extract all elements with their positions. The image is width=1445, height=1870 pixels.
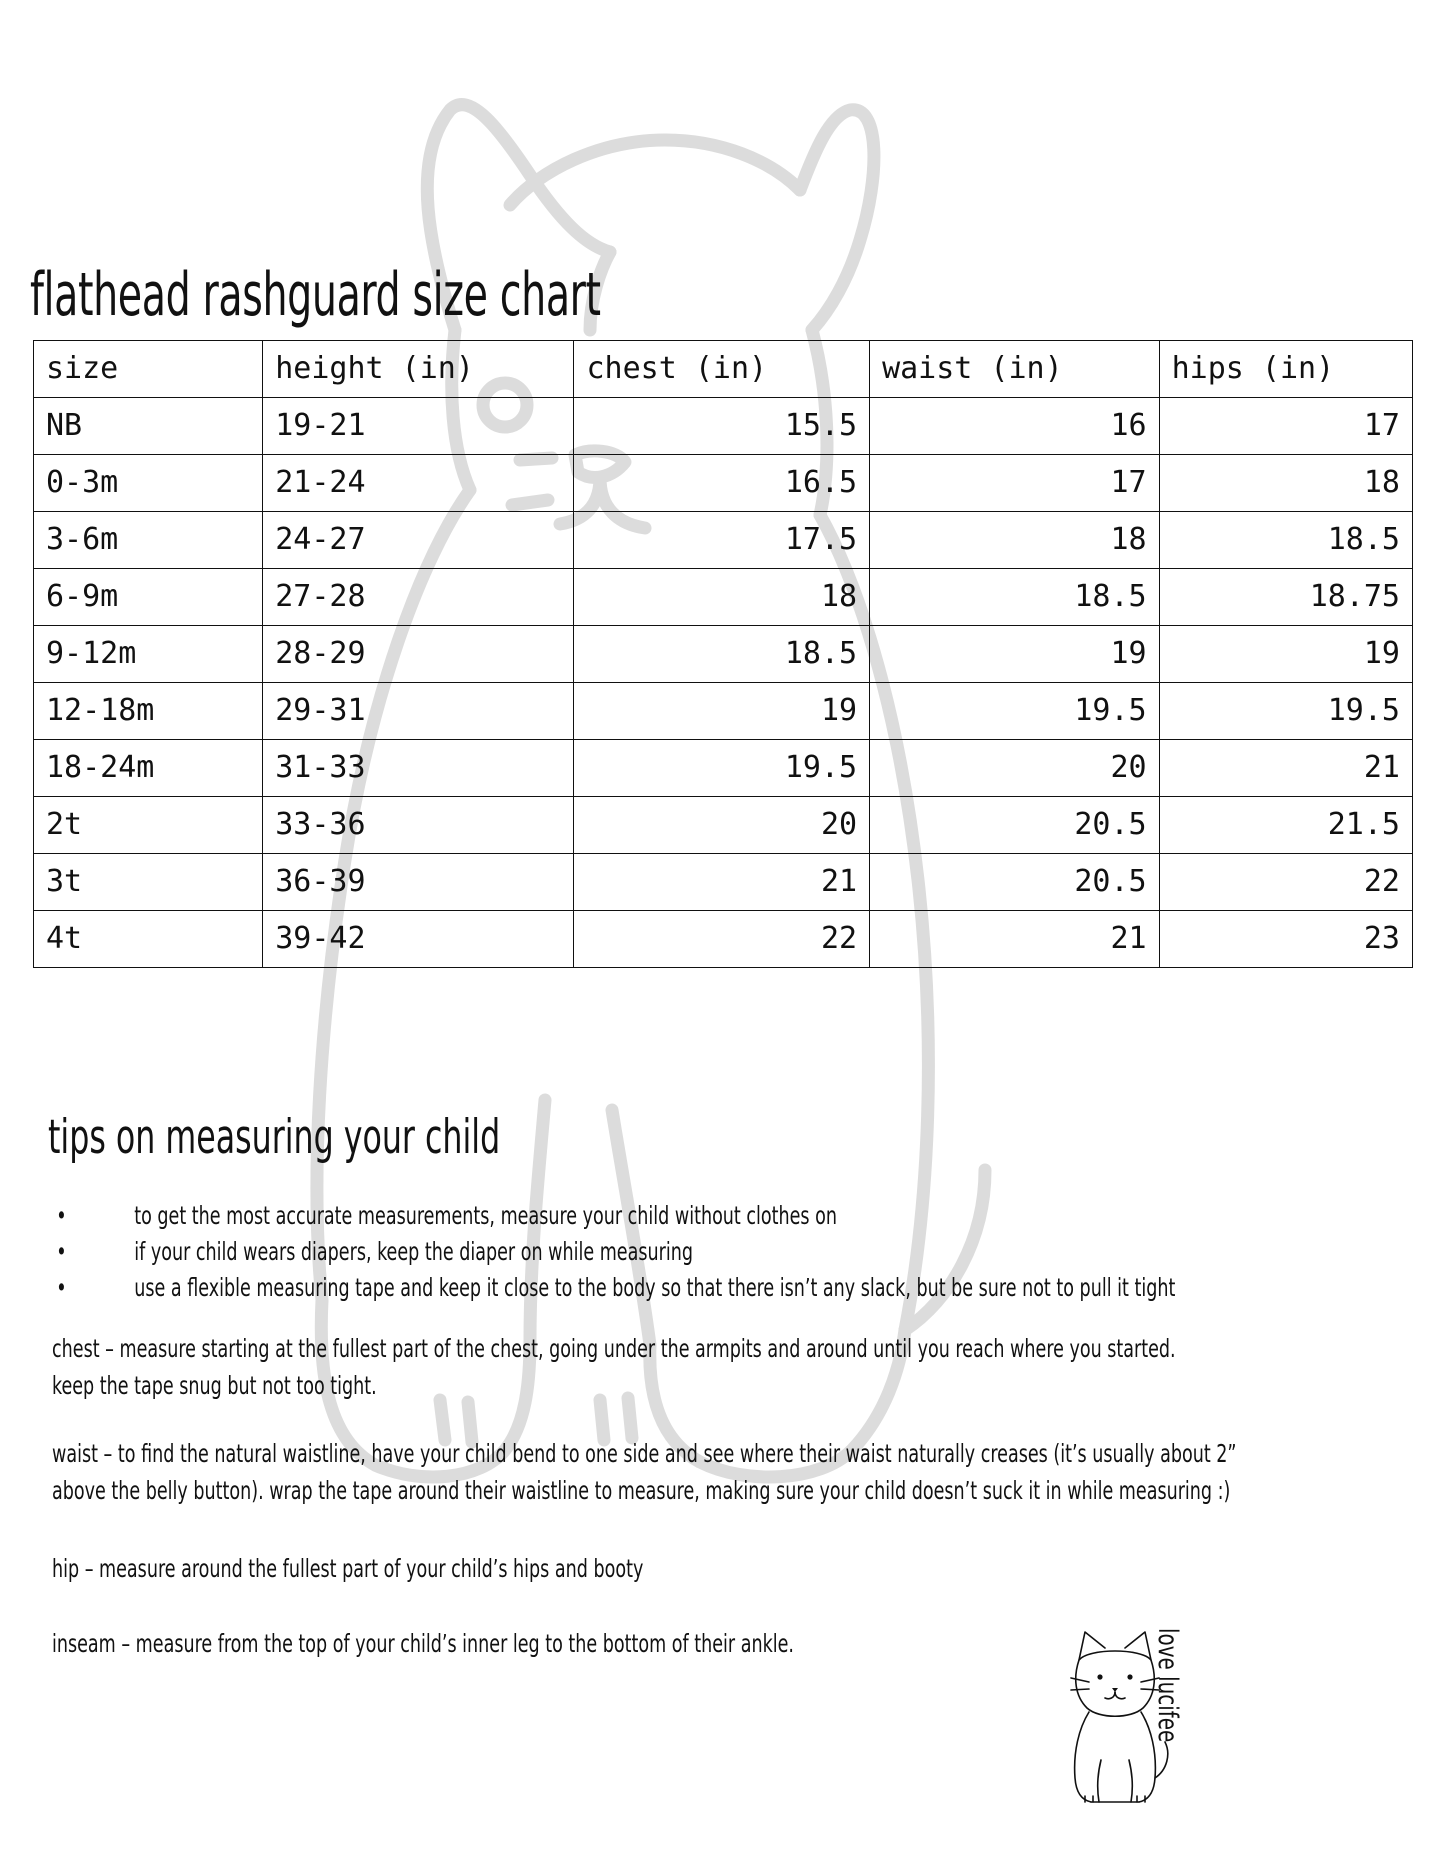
cell-height: 27-28 — [263, 569, 574, 626]
cell-size: 0-3m — [34, 455, 263, 512]
list-item — [50, 1234, 1376, 1270]
paragraph-hip — [52, 1550, 1401, 1587]
cell-height: 28-29 — [263, 626, 574, 683]
cell-height: 33-36 — [263, 797, 574, 854]
list-item — [50, 1270, 1376, 1306]
paragraph-line: keep the tape snug but not too tight. — [52, 1371, 377, 1400]
table-row — [34, 398, 1413, 455]
list-item — [50, 1198, 1376, 1234]
cell-chest: 22 — [574, 911, 870, 968]
table-row — [34, 683, 1413, 740]
table-row — [34, 854, 1413, 911]
cell-hips: 17 — [1159, 398, 1412, 455]
cell-hips: 21 — [1159, 740, 1412, 797]
cell-hips: 21.5 — [1159, 797, 1412, 854]
cell-size: 12-18m — [34, 683, 263, 740]
bullet-marker-icon: • — [56, 1201, 67, 1230]
table-row — [34, 512, 1413, 569]
cell-hips: 18 — [1159, 455, 1412, 512]
column-header-height: height (in) — [263, 341, 574, 398]
cell-hips: 19.5 — [1159, 683, 1412, 740]
paragraph-line: inseam – measure from the top of your child’s inner leg to the bottom of their ankle. — [52, 1629, 794, 1658]
cell-waist: 17 — [870, 455, 1160, 512]
cell-chest: 18 — [574, 569, 870, 626]
table-row — [34, 626, 1413, 683]
cell-waist: 20 — [870, 740, 1160, 797]
cell-size: 4t — [34, 911, 263, 968]
cell-size: 3t — [34, 854, 263, 911]
cell-chest: 19 — [574, 683, 870, 740]
cell-waist: 20.5 — [870, 854, 1160, 911]
cell-height: 19-21 — [263, 398, 574, 455]
list-item-label: to get the most accurate measurements, measure your child without clothes on — [134, 1201, 837, 1230]
list-item-label: use a flexible measuring tape and keep it close to the body so that there isn’t any slack, but be sure not to pull it tight — [134, 1273, 1176, 1302]
cell-chest: 16.5 — [574, 455, 870, 512]
paragraph-line: chest – measure starting at the fullest part of the chest, going under the armpits and around until you reach where you started. — [52, 1334, 1176, 1363]
cell-size: 6-9m — [34, 569, 263, 626]
column-header-hips: hips (in) — [1159, 341, 1412, 398]
cell-size: NB — [34, 398, 263, 455]
cell-waist: 19 — [870, 626, 1160, 683]
table-row — [34, 569, 1413, 626]
cell-size: 3-6m — [34, 512, 263, 569]
cell-waist: 19.5 — [870, 683, 1160, 740]
column-header-waist: waist (in) — [870, 341, 1160, 398]
cell-hips: 18.75 — [1159, 569, 1412, 626]
cell-waist: 18 — [870, 512, 1160, 569]
cell-chest: 15.5 — [574, 398, 870, 455]
paragraph-line: above the belly button). wrap the tape around their waistline to measure, making sure your child doesn’t suck it in while measuring :) — [52, 1476, 1231, 1505]
cell-hips: 23 — [1159, 911, 1412, 968]
cell-chest: 20 — [574, 797, 870, 854]
list-item-label: if your child wears diapers, keep the diaper on while measuring — [134, 1237, 693, 1266]
paragraph-waist — [52, 1435, 1401, 1509]
column-header-chest: chest (in) — [574, 341, 870, 398]
cell-height: 39-42 — [263, 911, 574, 968]
cell-chest: 17.5 — [574, 512, 870, 569]
cell-height: 21-24 — [263, 455, 574, 512]
cell-hips: 22 — [1159, 854, 1412, 911]
cell-height: 31-33 — [263, 740, 574, 797]
cell-hips: 18.5 — [1159, 512, 1412, 569]
cell-height: 36-39 — [263, 854, 574, 911]
cell-waist: 20.5 — [870, 797, 1160, 854]
cell-chest: 21 — [574, 854, 870, 911]
paragraph-chest — [52, 1330, 1401, 1404]
brand-name: love lucifee — [1152, 1628, 1183, 1743]
column-header-size: size — [34, 341, 263, 398]
paragraph-line: hip – measure around the fullest part of your child’s hips and booty — [52, 1554, 644, 1583]
table-header-row — [34, 341, 1413, 398]
tips-section-heading: tips on measuring your child — [48, 1109, 501, 1165]
bullet-marker-icon: • — [56, 1273, 67, 1302]
cell-size: 9-12m — [34, 626, 263, 683]
cell-chest: 19.5 — [574, 740, 870, 797]
brand-logo — [1055, 1620, 1225, 1820]
table-row — [34, 911, 1413, 968]
paragraph-line: waist – to find the natural waistline, have your child bend to one side and see where their waist naturally creases (it’s usually about 2” — [52, 1439, 1237, 1468]
cell-waist: 18.5 — [870, 569, 1160, 626]
cell-chest: 18.5 — [574, 626, 870, 683]
cell-height: 29-31 — [263, 683, 574, 740]
cell-hips: 19 — [1159, 626, 1412, 683]
page-title: flathead rashguard size chart — [30, 259, 601, 329]
cell-waist: 21 — [870, 911, 1160, 968]
tips-bullet-list — [50, 1198, 1376, 1306]
table-row — [34, 740, 1413, 797]
bullet-marker-icon: • — [56, 1237, 67, 1266]
size-chart-table — [33, 340, 1413, 968]
cell-waist: 16 — [870, 398, 1160, 455]
cell-size: 18-24m — [34, 740, 263, 797]
table-row — [34, 455, 1413, 512]
table-row — [34, 797, 1413, 854]
cell-height: 24-27 — [263, 512, 574, 569]
cell-size: 2t — [34, 797, 263, 854]
